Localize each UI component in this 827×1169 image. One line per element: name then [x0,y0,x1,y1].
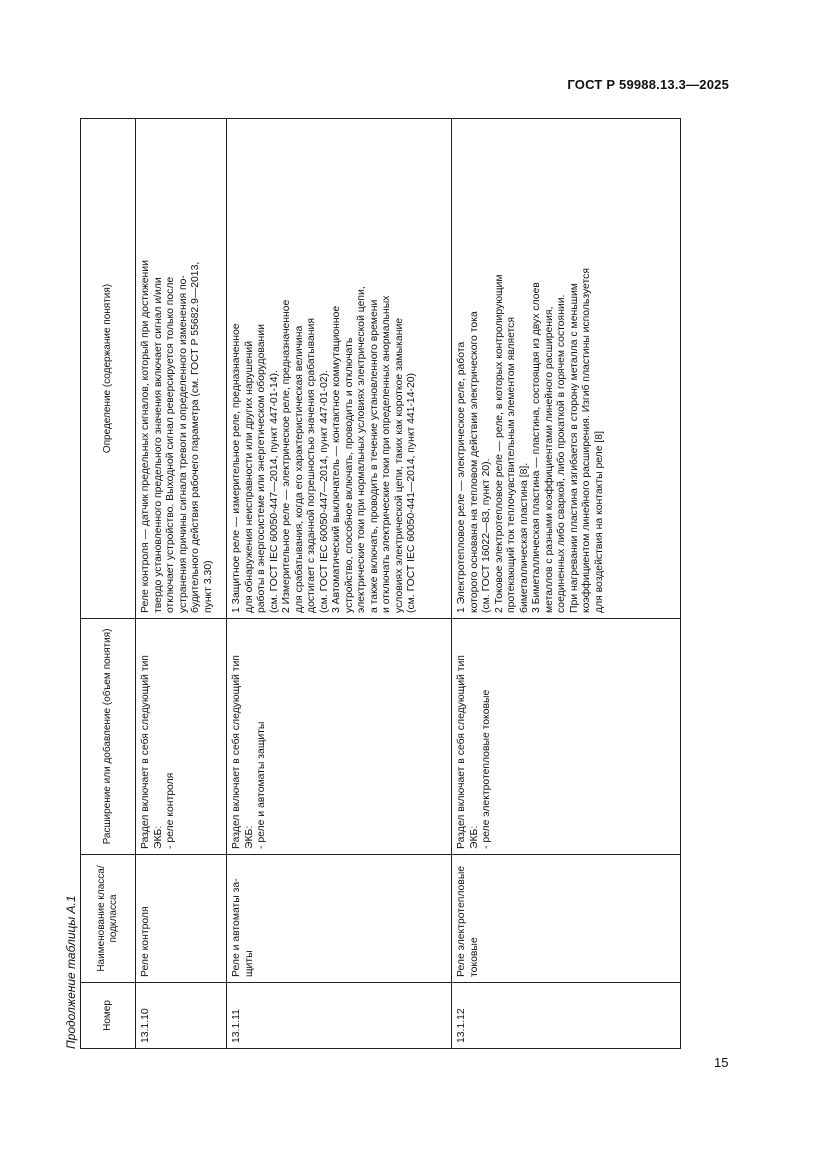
text-line: достигает с заданной погрешностью значения срабатывания [306,318,317,613]
text-line: Раздел включает в себя следующий тип [231,655,242,849]
text-line: - реле контроля [165,772,176,849]
column-header-scope: Расширение или добавление (объем понятия) [81,619,136,855]
text-line: ЭКБ: [152,825,164,849]
page-number: 15 [714,1055,729,1070]
table-caption: Продолжение таблицы А.1 [64,895,78,1049]
table-row [452,119,681,1049]
text-line: токовые [468,937,480,977]
text-line: (см. ГОСТ 16022—83, пункт 20). [481,458,492,613]
table-header-row [81,119,136,1049]
definitions-table [80,118,681,1049]
text-line: коэффициентом линейного расширения. Изгиб пластины используется [581,268,592,613]
text-line: (см. ГОСТ IEC 60050-447—2014, пункт 447-01-14). [268,370,280,613]
text-line: соединенных либо сваркой, либо прокаткой в горячем состоянии. [556,294,567,613]
document-code: ГОСТ Р 59988.13.3—2025 [567,77,729,92]
text-line: Раздел включает в себя следующий тип [456,655,467,849]
text-line: ЭКБ: [468,825,480,849]
text-line: 2 Измерительное реле — электрическое реле, предназначенное [281,299,292,613]
cell-number: 13.1.12 [452,983,681,1049]
text-line: 1 Электротепловое реле — электрическое реле, работа [456,341,467,613]
text-line: При нагревании пластина изгибается в сторону металла с меньшим [568,283,580,613]
cell-name [136,855,227,983]
text-line: ЭКБ: [243,825,255,849]
text-line: биметаллическая пластина [8]. [518,462,530,613]
text-line: для срабатывания, когда его характеристическая величина [293,325,305,613]
text-line: - реле электротепловые токовые [481,689,492,849]
cell-name [227,855,452,983]
text-line: и отключать электрические токи при определенных анормальных [381,295,392,613]
text-line: Реле электротепловые [456,865,467,977]
cell-scope [227,619,452,855]
text-line: металлов с разными коэффициентами линейного расширения, [543,306,555,613]
text-line: Реле контроля — датчик предельных сигналов, который при достижении [140,260,151,613]
cell-definition [227,119,452,619]
table-row [227,119,452,1049]
cell-scope [452,619,681,855]
text-line: условиях электрической цепи, таких как короткое замыкание [393,317,405,613]
text-line: (см. ГОСТ IEC 60050-441—2014, пункт 441-14-20) [406,373,417,613]
text-line: которого основана на тепловом действии электрического тока [468,311,480,613]
text-line: для обнаружения неисправности или других нарушений [243,340,255,613]
text-line: - реле и автоматы защиты [256,721,267,849]
cell-name [452,855,681,983]
text-line: Раздел включает в себя следующий тип [140,655,151,849]
text-line: устройство, способное включать, проводить и отключать [343,337,355,613]
text-line: (см. ГОСТ IEC 60050-447—2014, пункт 447-01-02). [318,370,330,613]
text-line: 3 Биметаллическая пластина — пластина, состоящая из двух слоев [531,282,542,613]
text-line: 2 Токовое электротепловое реле — реле, в которых контролирующим [493,274,505,613]
text-line: электрические токи при нормальных условиях электрической цепи, [356,286,367,613]
cell-scope [136,619,227,855]
text-line: для воздействия на контакты реле [8] [593,431,605,613]
text-line: работы в энергосистеме или энергетическом оборудовании [256,324,267,613]
text-line: щиты [243,950,255,977]
text-line: Реле и автоматы за- [231,878,242,977]
text-line: протекающий ток теплочувствительным элементом является [506,317,517,613]
text-line: твердо установленного предельного значения включает сигнал и/или [152,277,164,613]
table-row [136,119,227,1049]
column-header-number: Номер [81,983,136,1049]
text-line: устранения причины сигнала тревоги и определенного изменения по- [177,275,189,613]
text-line: 3 Автоматический выключатель — контактное коммутационное [331,305,342,613]
cell-number: 13.1.11 [227,983,452,1049]
text-line: будительного действия рабочего параметра (см. ГОСТ Р 55682.9—2013, [190,261,201,613]
column-header-name: Наименование класса/подкласса [81,855,136,983]
text-line: а также включать, проводить в течение установленного времени [368,299,380,613]
rotated-table-block [62,119,652,1049]
text-line: 1 Защитное реле — измерительное реле, предназначенное [231,323,242,613]
text-line: отключает устройство. Выходной сигнал реверсируется только после [165,276,176,613]
column-header-definition: Определение (содержание понятия) [81,119,136,619]
cell-definition [452,119,681,619]
cell-definition [136,119,227,619]
cell-number: 13.1.10 [136,983,227,1049]
text-line: пункт 3.30) [202,560,214,613]
text-line: Реле контроля [140,906,151,977]
